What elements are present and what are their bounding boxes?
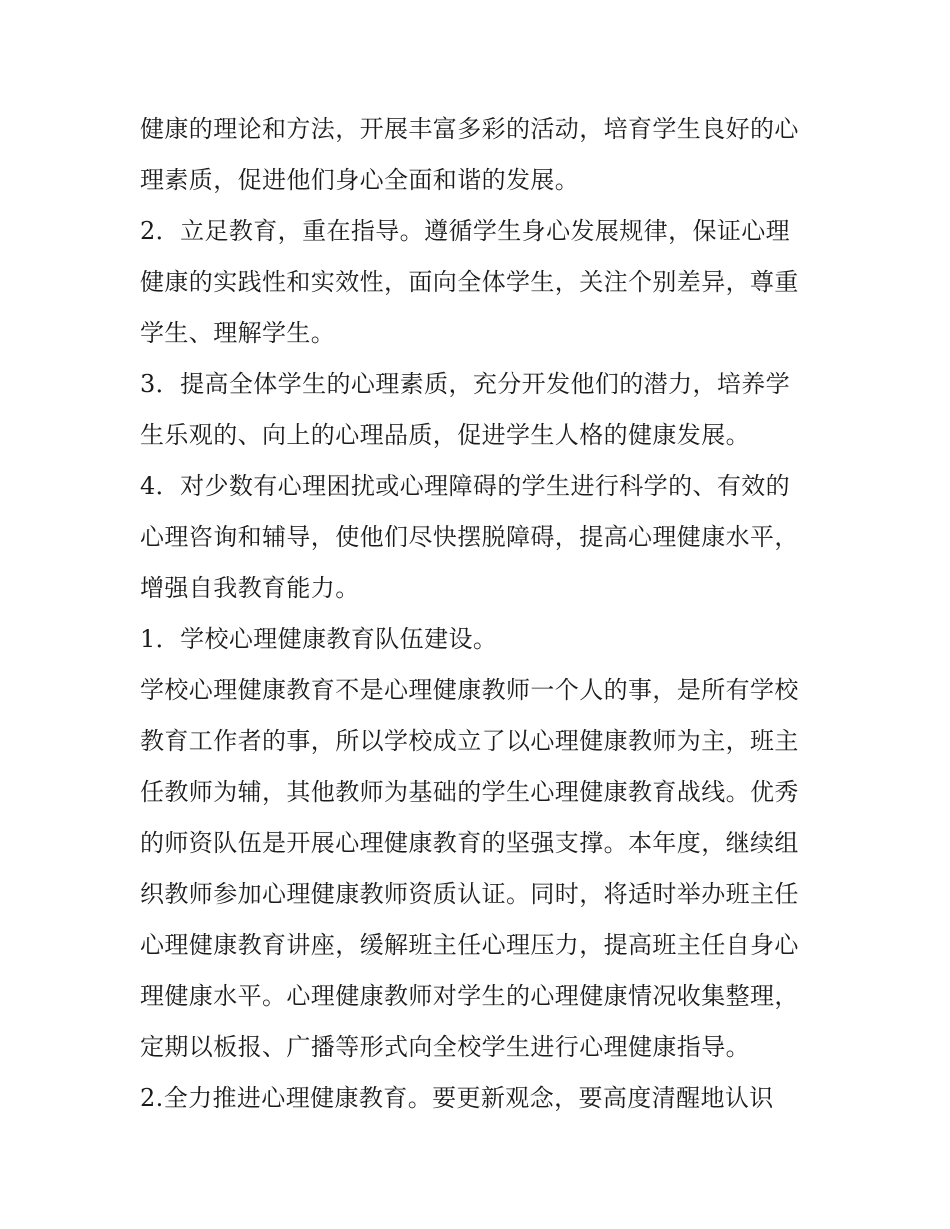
text-line: 生乐观的、向上的心理品质，促进学生人格的健康发展。 (140, 421, 750, 449)
text-line: 学生、理解学生。 (140, 319, 336, 347)
text-line: 学校心理健康教育不是心理健康教师一个人的事，是所有学校 (140, 676, 799, 704)
text-line: 3．提高全体学生的心理素质，充分开发他们的潜力，培养学 (140, 370, 791, 398)
document-body (140, 104, 820, 1124)
text-line: 1．学校心理健康教育队伍建设。 (140, 625, 498, 653)
text-line: 织教师参加心理健康教师资质认证。同时，将适时举办班主任 (140, 880, 799, 908)
text-line: 定期以板报、广播等形式向全校学生进行心理健康指导。 (140, 1033, 750, 1061)
text-line: 理素质，促进他们身心全面和谐的发展。 (140, 166, 580, 194)
text-line: 心理咨询和辅导，使他们尽快摆脱障碍，提高心理健康水平， (140, 523, 799, 551)
text-line: 教育工作者的事，所以学校成立了以心理健康教师为主，班主 (140, 727, 799, 755)
text-line: 心理健康教育讲座，缓解班主任心理压力，提高班主任自身心 (140, 931, 799, 959)
text-line: 任教师为辅，其他教师为基础的学生心理健康教育战线。优秀 (140, 778, 799, 806)
text-line: 健康的理论和方法，开展丰富多彩的活动，培育学生良好的心 (140, 115, 799, 143)
text-line: 2.全力推进心理健康教育。要更新观念，要高度清醒地认识 (140, 1084, 774, 1112)
text-line: 理健康水平。心理健康教师对学生的心理健康情况收集整理， (140, 982, 799, 1010)
text-line: 4．对少数有心理困扰或心理障碍的学生进行科学的、有效的 (140, 472, 791, 500)
text-line: 健康的实践性和实效性，面向全体学生，关注个别差异，尊重 (140, 268, 799, 296)
text-line: 增强自我教育能力。 (140, 574, 360, 602)
text-line: 2．立足教育，重在指导。遵循学生身心发展规律，保证心理 (140, 217, 791, 245)
text-line: 的师资队伍是开展心理健康教育的坚强支撑。本年度，继续组 (140, 829, 799, 857)
